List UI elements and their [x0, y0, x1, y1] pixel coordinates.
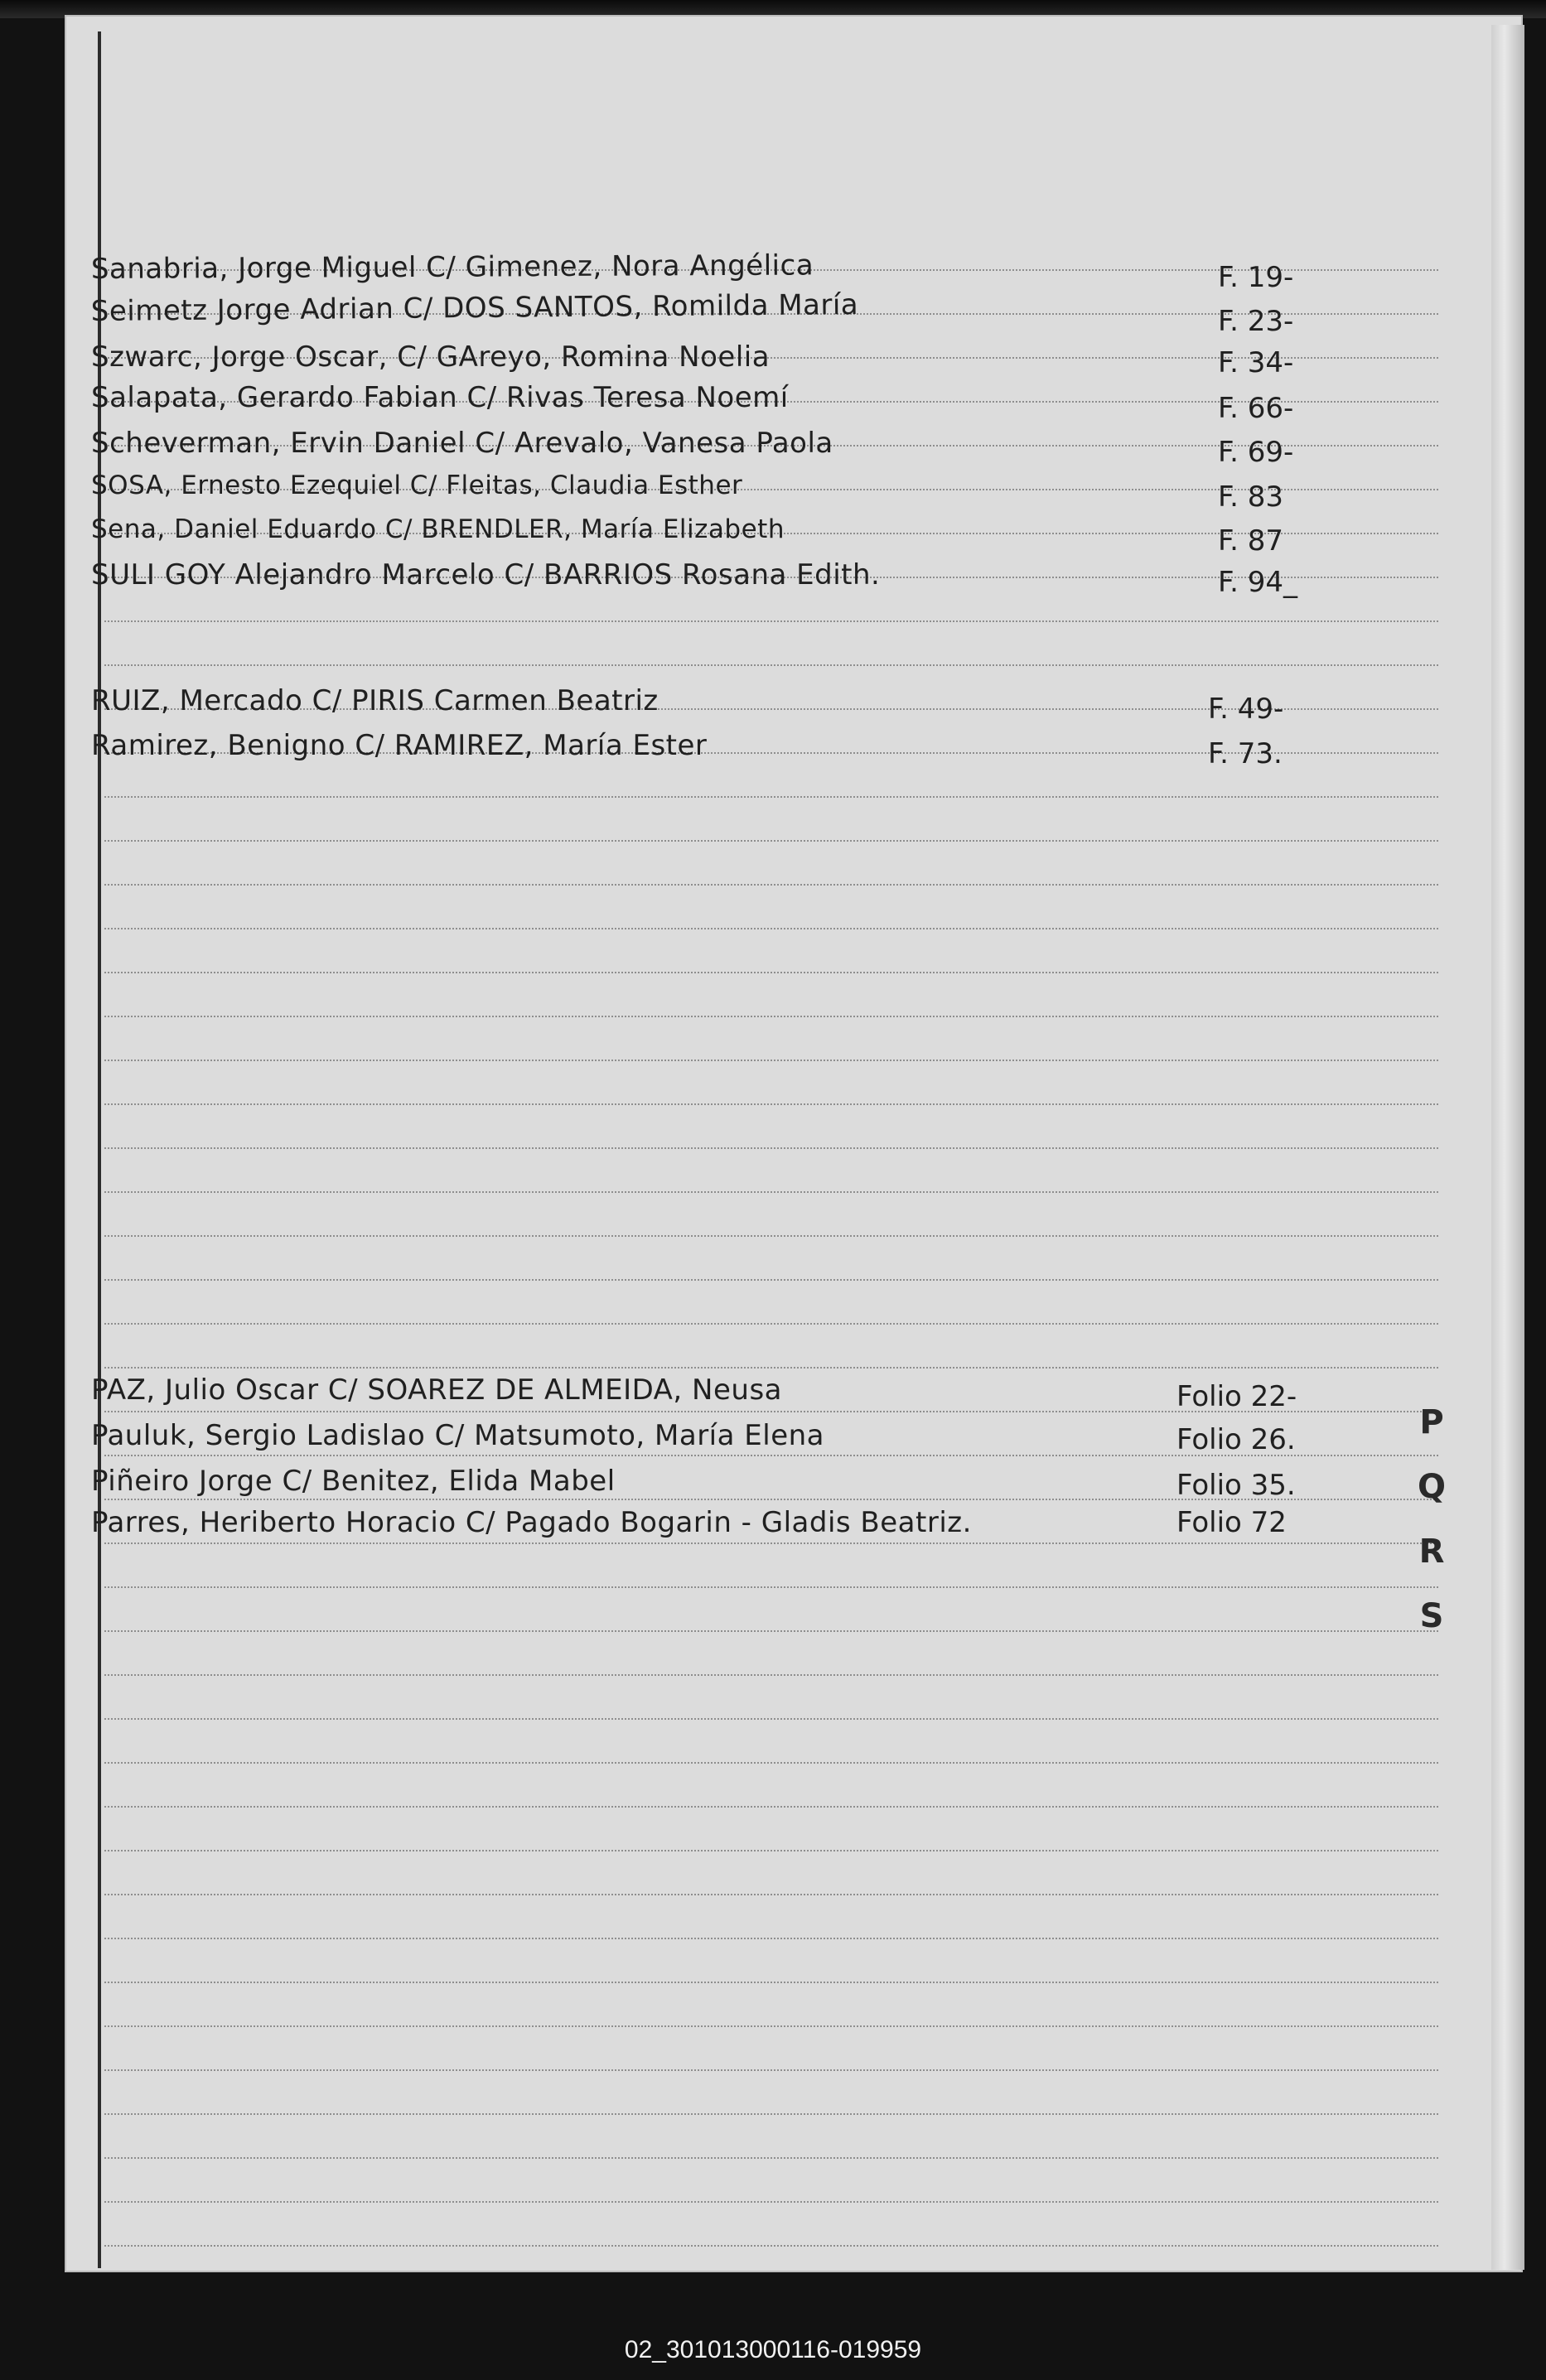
- entry-name: Ramirez, Benigno C/ RAMIREZ, María Ester: [91, 729, 708, 762]
- ruled-line: [104, 1806, 1438, 1808]
- index-letter-p: P: [1419, 1403, 1444, 1441]
- entry-folio: F. 19-: [1218, 261, 1294, 294]
- ruled-line: [104, 1586, 1438, 1588]
- entry-folio: F. 49-: [1208, 693, 1284, 726]
- entry-folio: F. 69-: [1218, 436, 1294, 469]
- ruled-line: [104, 2201, 1438, 2203]
- ruled-line: [104, 1762, 1438, 1764]
- ruled-line: [104, 884, 1438, 886]
- ruled-line: [104, 1630, 1438, 1632]
- entry-folio: F. 73.: [1208, 737, 1283, 770]
- document-id-caption: 02_301013000116-019959: [624, 2336, 922, 2363]
- ruled-line: [104, 840, 1438, 842]
- entry-folio: F. 23-: [1218, 305, 1294, 338]
- ruled-line: [104, 1982, 1438, 1983]
- entry-name: PAZ, Julio Oscar C/ SOAREZ DE ALMEIDA, Neusa: [91, 1373, 782, 1407]
- ruled-line: [104, 1235, 1438, 1237]
- ruled-line: [104, 1323, 1438, 1325]
- ruled-line: [104, 1850, 1438, 1851]
- ruled-line: [104, 1016, 1438, 1017]
- entry-name: Sanabria, Jorge Miguel C/ Gimenez, Nora Angélica: [90, 249, 814, 286]
- ruled-line: [104, 928, 1438, 929]
- entry-folio: F. 87: [1218, 524, 1283, 558]
- index-letter-q: Q: [1417, 1468, 1446, 1506]
- ruled-line: [104, 1191, 1438, 1193]
- entry-name: Sena, Daniel Eduardo C/ BRENDLER, María Elizabeth: [91, 514, 785, 544]
- ruled-line: [104, 664, 1438, 666]
- entry-name: Seimetz Jorge Adrian C/ DOS SANTOS, Romilda María: [90, 287, 859, 328]
- ruled-line: [104, 2245, 1438, 2247]
- ruled-line: [104, 2157, 1438, 2159]
- entry-name: SOSA, Ernesto Ezequiel C/ Fleitas, Claudia Esther: [91, 471, 743, 500]
- entry-folio: F. 66-: [1218, 392, 1294, 425]
- ruled-line: [104, 796, 1438, 798]
- ruled-line: [104, 1367, 1438, 1369]
- entry-folio: Folio 26.: [1176, 1423, 1296, 1456]
- entry-name: Piñeiro Jorge C/ Benitez, Elida Mabel: [91, 1465, 616, 1498]
- index-letter-r: R: [1418, 1533, 1445, 1571]
- ruled-line: [104, 1060, 1438, 1061]
- entry-name: SULI GOY Alejandro Marcelo C/ BARRIOS Rosana Edith.: [91, 558, 881, 591]
- entry-name: Szwarc, Jorge Oscar, C/ GAreyo, Romina Noelia: [91, 340, 771, 374]
- entry-folio: Folio 22-: [1176, 1380, 1297, 1413]
- ledger-page: [65, 15, 1523, 2272]
- ruled-line: [104, 1279, 1438, 1281]
- ruled-line: [104, 1718, 1438, 1720]
- ruled-line: [104, 1894, 1438, 1895]
- ruled-line: [104, 1674, 1438, 1676]
- ruled-line: [104, 1103, 1438, 1105]
- ruled-line: [104, 972, 1438, 973]
- ruled-line: [104, 2069, 1438, 2071]
- entry-folio: Folio 72: [1176, 1506, 1287, 1539]
- page-edge: [1491, 25, 1524, 2270]
- entry-name: Scheverman, Ervin Daniel C/ Arevalo, Vanesa Paola: [91, 427, 833, 460]
- index-letter-s: S: [1419, 1597, 1444, 1635]
- ruled-line: [104, 620, 1438, 622]
- ruled-line: [104, 2113, 1438, 2115]
- ruled-line: [104, 2025, 1438, 2027]
- index-letters: [1407, 1390, 1457, 1649]
- entry-folio: Folio 35.: [1176, 1469, 1296, 1502]
- ruled-line: [104, 1542, 1438, 1544]
- entry-folio: F. 34-: [1218, 346, 1294, 379]
- entry-name: Salapata, Gerardo Fabian C/ Rivas Teresa Noemí: [91, 381, 789, 414]
- entry-folio: F. 94_: [1218, 566, 1297, 599]
- entry-folio: F. 83: [1218, 480, 1283, 514]
- ruled-line: [104, 1147, 1438, 1149]
- entry-name: Parres, Heriberto Horacio C/ Pagado Bogarin - Gladis Beatriz.: [91, 1506, 972, 1539]
- entry-name: Pauluk, Sergio Ladislao C/ Matsumoto, María Elena: [91, 1419, 824, 1452]
- ruled-line: [104, 1938, 1438, 1939]
- entry-name: RUIZ, Mercado C/ PIRIS Carmen Beatriz: [91, 684, 659, 717]
